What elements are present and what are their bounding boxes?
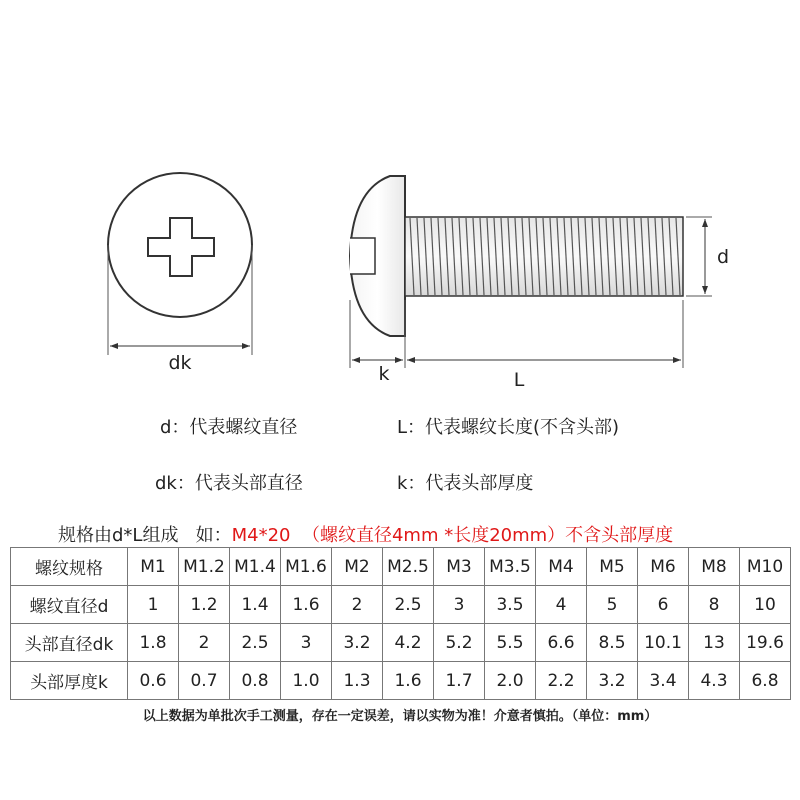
table-cell: M3 [434, 548, 485, 586]
table-cell: 2.0 [485, 662, 536, 700]
table-cell: 6.8 [740, 662, 791, 700]
table-cell: 1 [128, 586, 179, 624]
table-cell: 6 [638, 586, 689, 624]
table-cell: 1.8 [128, 624, 179, 662]
row-header: 螺纹规格 [11, 548, 128, 586]
spec-explanation [58, 521, 673, 547]
table-cell: 0.7 [179, 662, 230, 700]
label-dk: dk [168, 352, 192, 374]
legend-k: k：代表头部厚度 [397, 473, 534, 494]
table-cell: M5 [587, 548, 638, 586]
table-cell: M6 [638, 548, 689, 586]
table-cell: M2 [332, 548, 383, 586]
table-cell: 3.5 [485, 586, 536, 624]
table-cell: 3.2 [332, 624, 383, 662]
table-cell: 6.6 [536, 624, 587, 662]
table-cell: 0.8 [230, 662, 281, 700]
table-cell: 8 [689, 586, 740, 624]
table-row [11, 662, 791, 700]
table-row [11, 586, 791, 624]
table-cell: 1.6 [281, 586, 332, 624]
table-cell: 1.0 [281, 662, 332, 700]
table-cell: 5 [587, 586, 638, 624]
label-k: k [378, 363, 390, 385]
table-cell: 19.6 [740, 624, 791, 662]
table-cell: 2.2 [536, 662, 587, 700]
table-cell: 3 [434, 586, 485, 624]
table-cell: 3.2 [587, 662, 638, 700]
table-cell: 1.6 [383, 662, 434, 700]
label-L: L [513, 369, 525, 391]
label-d: d [717, 246, 730, 268]
row-header: 螺纹直径d [11, 586, 128, 624]
table-cell: 5.5 [485, 624, 536, 662]
table-cell: M1.4 [230, 548, 281, 586]
table-cell: 10 [740, 586, 791, 624]
table-cell: M8 [689, 548, 740, 586]
spec-example: M4*20 （螺纹直径4mm *长度20mm）不含头部厚度 [231, 525, 674, 546]
table-cell: 2 [179, 624, 230, 662]
table-cell: 3.4 [638, 662, 689, 700]
row-header: 头部厚度k [11, 662, 128, 700]
table-cell: M1.6 [281, 548, 332, 586]
table-cell: 4.2 [383, 624, 434, 662]
table-cell: 2.5 [230, 624, 281, 662]
legend-L: L：代表螺纹长度(不含头部) [397, 417, 620, 438]
table-cell: M1 [128, 548, 179, 586]
table-cell: 5.2 [434, 624, 485, 662]
table-cell: 4.3 [689, 662, 740, 700]
spec-prefix: 规格由d*L组成 如： [58, 525, 232, 546]
legend-d: d：代表螺纹直径 [160, 417, 298, 438]
table-cell: 4 [536, 586, 587, 624]
table-cell: 2 [332, 586, 383, 624]
table-cell: 8.5 [587, 624, 638, 662]
table-cell: 0.6 [128, 662, 179, 700]
table-cell: M1.2 [179, 548, 230, 586]
table-cell: 1.3 [332, 662, 383, 700]
table-cell: 10.1 [638, 624, 689, 662]
table-cell: 1.2 [179, 586, 230, 624]
table-cell: M3.5 [485, 548, 536, 586]
table-cell: 13 [689, 624, 740, 662]
table-cell: 2.5 [383, 586, 434, 624]
screw-side-view [350, 176, 729, 391]
table-cell: M4 [536, 548, 587, 586]
table-cell: M2.5 [383, 548, 434, 586]
table-cell: M10 [740, 548, 791, 586]
legend-dk: dk：代表头部直径 [155, 473, 303, 494]
table-cell: 3 [281, 624, 332, 662]
footnote: 以上数据为单批次手工测量，存在一定误差，请以实物为准！介意者慎拍。（单位：mm） [142, 709, 658, 724]
spec-table [10, 547, 791, 700]
row-header: 头部直径dk [11, 624, 128, 662]
table-row [11, 624, 791, 662]
table-cell: 1.7 [434, 662, 485, 700]
head-top-view [108, 173, 252, 374]
table-row [11, 548, 791, 586]
table-cell: 1.4 [230, 586, 281, 624]
